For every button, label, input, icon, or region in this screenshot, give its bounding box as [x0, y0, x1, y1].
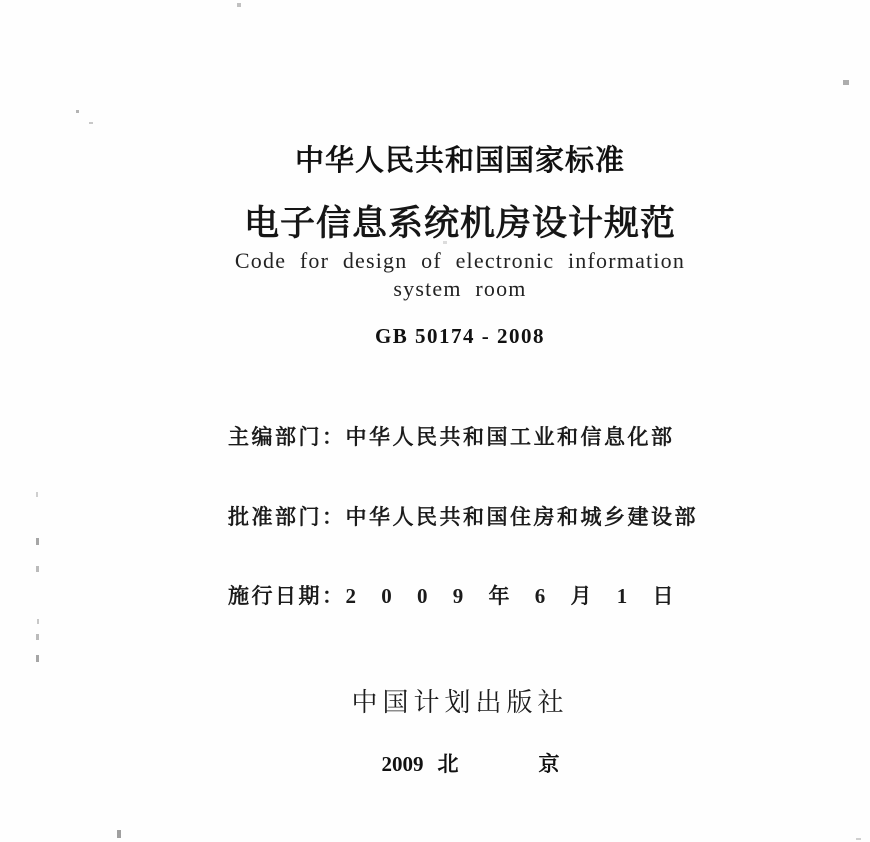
- info-block: [228, 371, 698, 663]
- approval-line: 批准部门：中华人民共和国住房和城乡建设部: [228, 504, 698, 529]
- scan-artifact: [36, 566, 39, 572]
- scan-artifact: [89, 122, 93, 124]
- scan-artifact: [37, 619, 39, 624]
- scan-artifact: [443, 241, 447, 244]
- chief-editor-line: 主编部门：中华人民共和国工业和信息化部: [228, 425, 675, 449]
- document-title-en-line1: Code for design of electronic information: [234, 248, 686, 273]
- standard-label: 中华人民共和国国家标准: [294, 143, 625, 177]
- imprint-city-second: 京: [538, 752, 560, 776]
- scan-artifact: [856, 838, 861, 840]
- standard-code: GB 50174 - 2008: [374, 324, 546, 348]
- publisher-name: 中国计划出版社: [351, 688, 569, 717]
- scan-artifact: [36, 655, 39, 662]
- effective-date-line: 施行日期：2 0 0 9 年 6 月 1 日: [228, 584, 676, 608]
- scan-artifact: [843, 80, 849, 85]
- imprint-year: 2009: [381, 752, 424, 776]
- imprint-line: [50, 723, 870, 803]
- scan-artifact: [237, 3, 241, 7]
- scan-artifact: [117, 830, 121, 838]
- imprint-city-first: 北: [437, 752, 459, 776]
- document-title-zh: 电子信息系统机房设计规范: [243, 204, 676, 243]
- scan-artifact: [36, 634, 39, 640]
- scan-artifact: [36, 538, 39, 545]
- scan-artifact: [76, 110, 79, 113]
- scan-artifact: [36, 492, 38, 497]
- document-title-en-line2: system room: [393, 276, 527, 301]
